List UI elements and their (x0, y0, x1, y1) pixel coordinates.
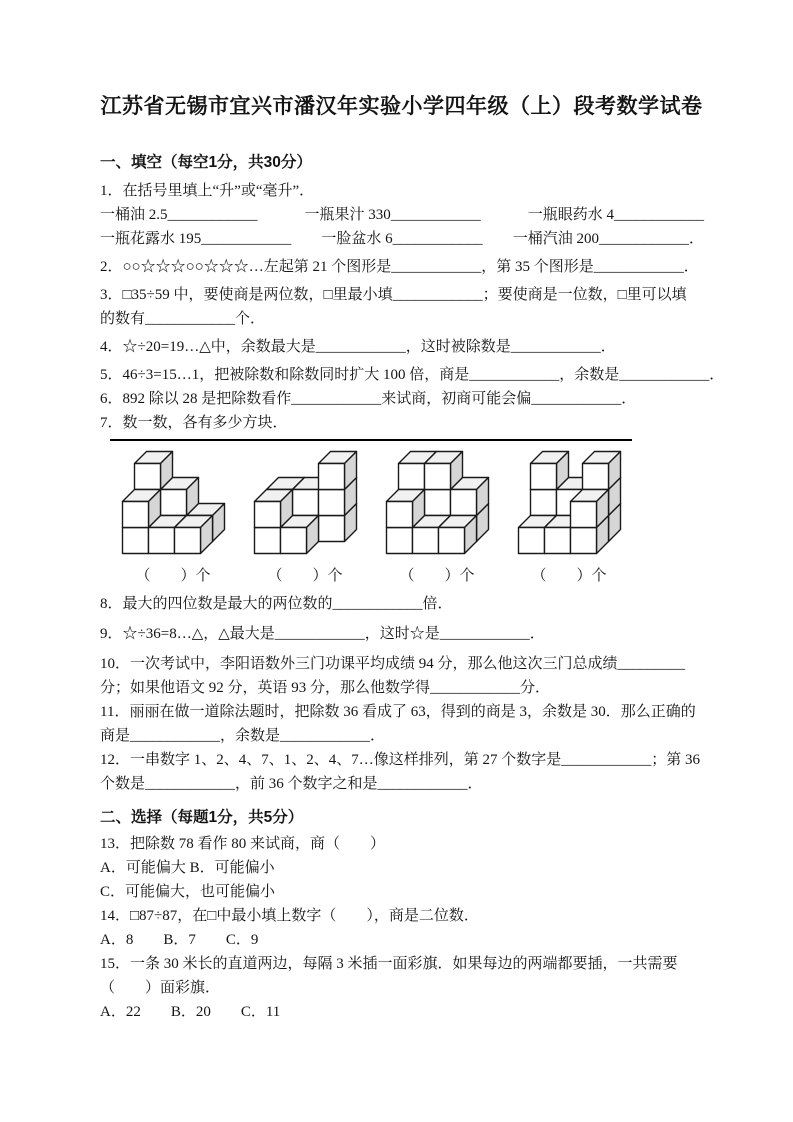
question-3-line-2: 的数有____________个． (100, 311, 266, 327)
question-7: 7．数一数，各有多少方块． (100, 415, 288, 431)
question-12-line-2: 个数是____________，前 36 个数字之和是____________． (100, 776, 483, 792)
cube-figure-block-2 (242, 450, 368, 586)
question-11-line-1: 11．丽丽在做一道除法题时，把除数 36 看成了 63，得到的商是 3，余数是 30．那么正确的 (100, 704, 696, 720)
cube-figure-1-caption: （ ）个 (135, 568, 211, 584)
cube-figure-block-1 (110, 450, 236, 586)
q1-item-toiletwater: 一瓶花露水 195____________ (100, 231, 292, 247)
cube-figure-3-image (385, 450, 490, 555)
section-1-heading: 一、填空（每空1分，共30分） (100, 154, 312, 171)
question-3-line-1: 3．□35÷59 中，要使商是两位数，□里最小填____________；要使商是一位数，□里可以填 (100, 287, 687, 303)
q1-item-oil: 一桶油 2.5____________ (100, 207, 258, 223)
question-5: 5．46÷3=15…1，把被除数和除数同时扩大 100 倍，商是____________，余数是____________． (100, 367, 725, 383)
cube-figure-block-4 (506, 450, 632, 586)
question-10-line-2: 分；如果他语文 92 分，英语 93 分，那么他数学得____________分． (100, 680, 551, 696)
question-15-line-1: 15．一条 30 米长的直道两边，每隔 3 米插一面彩旗．如果每边的两端都要插，一共需要 (100, 956, 678, 972)
question-6: 6．892 除以 28 是把除数看作____________来试商，初商可能会偏____________． (100, 391, 637, 407)
cube-figures-row (110, 450, 632, 586)
cube-figure-1-image (121, 450, 226, 555)
question-15-line-2: （ ）面彩旗． (100, 980, 221, 996)
question-4: 4．☆÷20=19…△中，余数最大是____________，这时被除数是____________． (100, 339, 616, 355)
cube-figure-4-caption: （ ）个 (531, 568, 607, 584)
question-8: 8．最大的四位数是最大的两位数的____________倍． (100, 596, 453, 612)
question-9: 9．☆÷36=8…△，△最大是____________，这时☆是____________． (100, 626, 545, 642)
page-title: 江苏省无锡市宜兴市潘汉年实验小学四年级（上）段考数学试卷 (100, 95, 703, 118)
question-13-options-ab: A．可能偏大 B．可能偏小 (100, 860, 275, 876)
question-13-option-c: C．可能偏大，也可能偏小 (100, 884, 276, 900)
q1-item-gasoline: 一桶汽油 200____________． (512, 231, 704, 247)
section-2-heading: 二、选择（每题1分，共5分） (100, 809, 304, 826)
question-1-row-1 (100, 203, 704, 227)
question-2: 2．○○☆☆☆○○☆☆☆…左起第 21 个图形是____________，第 35 个图形是____________． (100, 259, 699, 275)
question-11-line-2: 商是____________，余数是____________． (100, 728, 386, 744)
cube-figure-2-image (253, 450, 358, 555)
cube-figure-block-3 (374, 450, 500, 586)
q1-item-eyedrops: 一瓶眼药水 4____________ (527, 207, 704, 223)
question-13: 13．把除数 78 看作 80 来试商，商（ ） (100, 836, 386, 852)
question-14-options: A．8 B．7 C．9 (100, 932, 259, 948)
question-10-line-1: 10．一次考试中，李阳语数外三门功课平均成绩 94 分，那么他这次三门总成绩_________ (100, 656, 686, 672)
cube-figure-3-caption: （ ）个 (399, 568, 475, 584)
q1-item-basin: 一脸盆水 6____________ (321, 231, 483, 247)
question-14: 14．□87÷87，在□中最小填上数字（ ），商是二位数． (100, 908, 479, 924)
question-15-options: A．22 B．20 C．11 (100, 1004, 281, 1020)
cube-figures-area (110, 439, 632, 586)
q1-item-juice: 一瓶果汁 330____________ (304, 207, 481, 223)
cube-figure-4-image (517, 450, 622, 555)
question-1: 1．在括号里填上“升”或“毫升”． (100, 183, 315, 199)
cube-figure-2-caption: （ ）个 (267, 568, 343, 584)
question-12-line-1: 12．一串数字 1、2、4、7、1、2、4、7…像这样排列，第 27 个数字是____________；第 36 (100, 752, 701, 768)
question-1-row-2 (100, 227, 704, 251)
